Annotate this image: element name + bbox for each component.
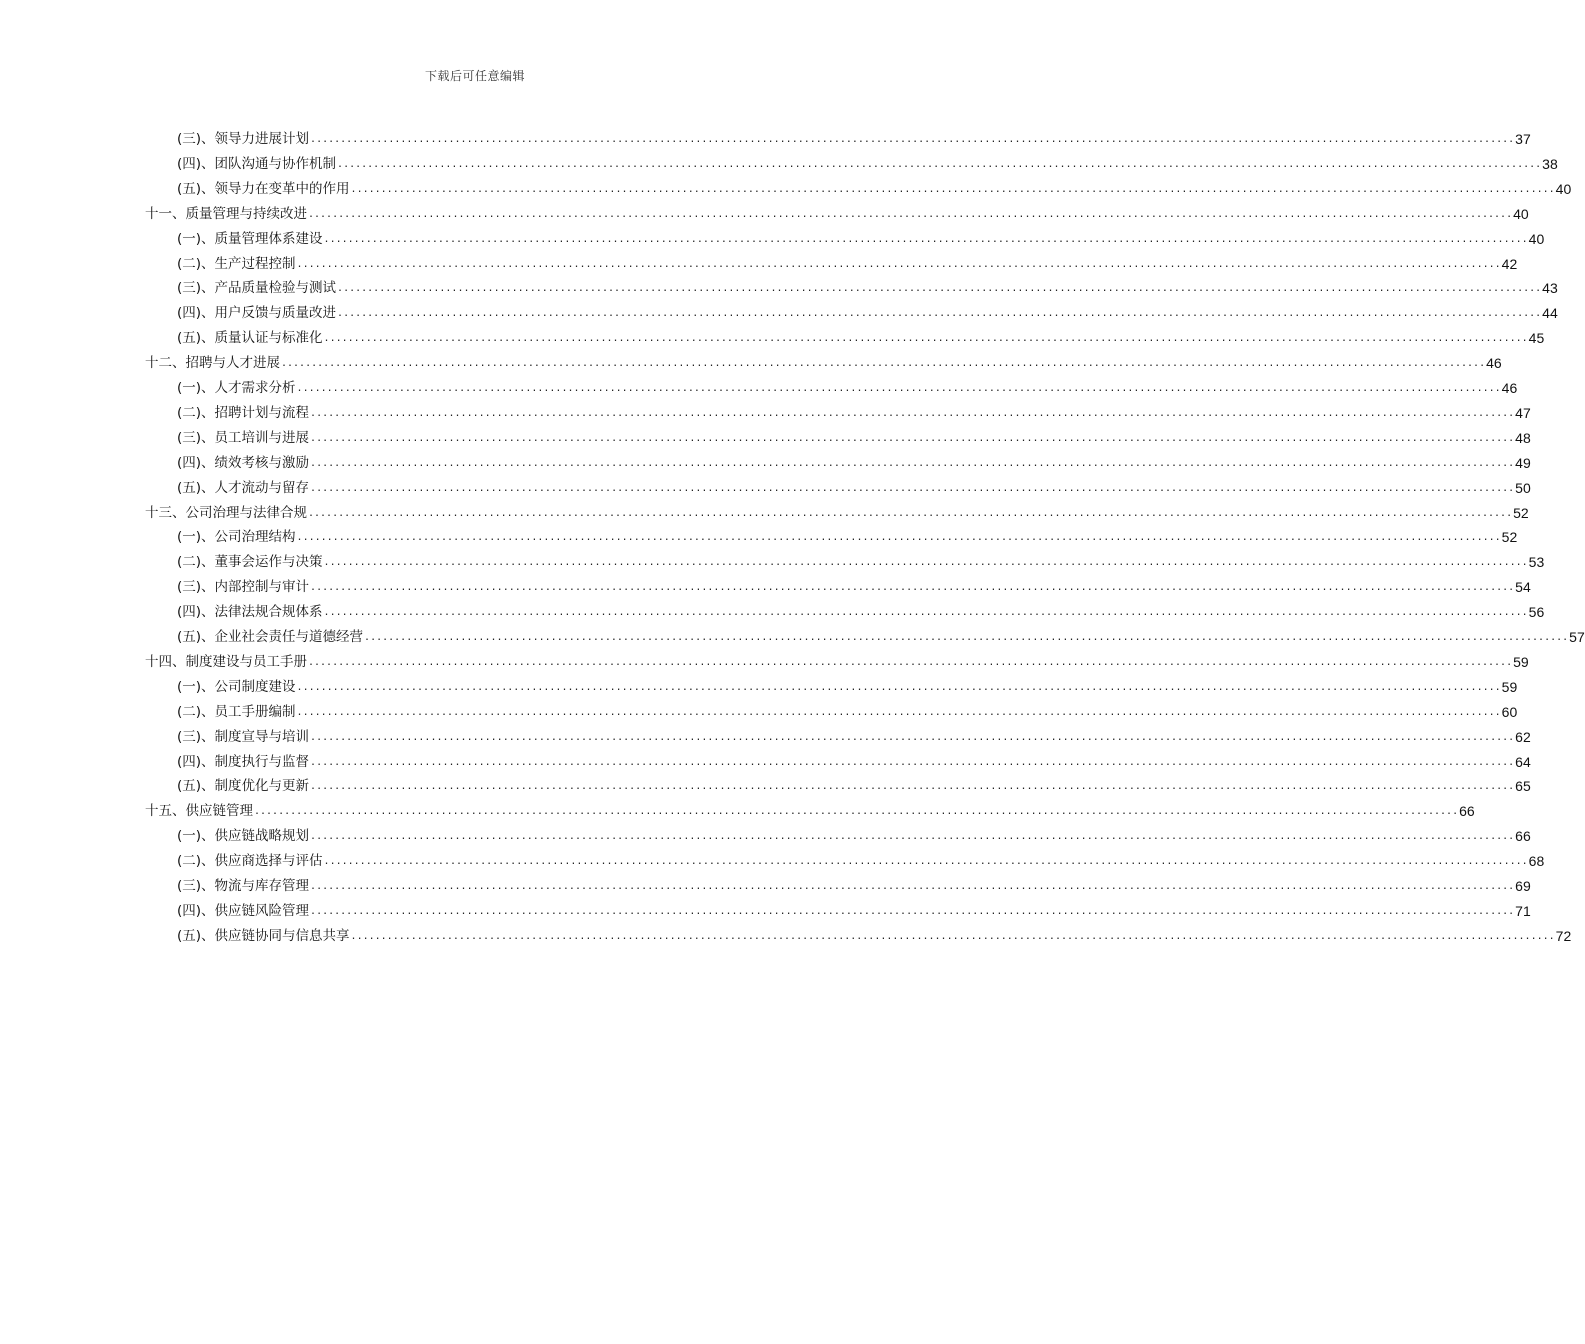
toc-entry-title: 十三、公司治理与法律合规 <box>145 504 307 521</box>
toc-entry[interactable] <box>177 674 1518 696</box>
toc-entry-title: (四)、绩效考核与激励 <box>177 454 310 471</box>
toc-entry-title: (三)、员工培训与进展 <box>177 429 310 446</box>
dot-leader: ........................................................................................................................................................................................................ <box>323 233 1528 245</box>
toc-entry-page-number: 57 <box>1569 629 1585 645</box>
toc-entry[interactable] <box>145 350 1502 372</box>
toc-entry-page-number: 44 <box>1542 305 1558 322</box>
toc-entry-page-number: 54 <box>1515 579 1531 596</box>
dot-leader: ........................................................................................................................................................................................................ <box>254 806 1459 818</box>
toc-entry-page-number: 45 <box>1528 330 1545 347</box>
toc-entry-title: (二)、供应商选择与评估 <box>177 853 323 870</box>
toc-entry[interactable] <box>177 699 1518 721</box>
toc-entry[interactable] <box>177 873 1531 895</box>
dot-leader: ........................................................................................................................................................................................................ <box>323 557 1528 569</box>
dot-leader: ........................................................................................................................................................................................................ <box>296 532 1501 544</box>
toc-entry[interactable] <box>177 624 1585 646</box>
toc-entry[interactable] <box>177 923 1572 945</box>
toc-entry-page-number: 50 <box>1515 479 1531 496</box>
dot-leader: ........................................................................................................................................................................................................ <box>310 781 1515 793</box>
toc-entry-page-number: 47 <box>1515 404 1531 421</box>
toc-entry-title: 十五、供应链管理 <box>145 803 253 820</box>
dot-leader: ........................................................................................................................................................................................................ <box>323 856 1528 868</box>
toc-entry[interactable] <box>177 823 1531 845</box>
toc-entry-page-number: 56 <box>1528 604 1545 621</box>
dot-leader: ........................................................................................................................................................................................................ <box>296 681 1501 693</box>
toc-entry-title: (三)、制度宣导与培训 <box>177 728 310 745</box>
toc-entry-title: 十四、制度建设与员工手册 <box>145 653 307 670</box>
toc-entry-title: (四)、用户反馈与质量改进 <box>177 305 337 322</box>
dot-leader: ........................................................................................................................................................................................................ <box>310 582 1515 594</box>
toc-entry-page-number: 65 <box>1515 778 1531 795</box>
toc-entry[interactable] <box>177 724 1531 746</box>
toc-entry-title: (四)、团队沟通与协作机制 <box>177 155 337 172</box>
toc-entry[interactable] <box>177 574 1531 596</box>
toc-entry-title: (一)、供应链战略规划 <box>177 828 310 845</box>
toc-entry-page-number: 72 <box>1555 927 1572 944</box>
toc-entry-title: (三)、领导力进展计划 <box>177 131 310 147</box>
toc-entry-title: (一)、公司治理结构 <box>177 529 296 546</box>
toc-entry[interactable] <box>177 524 1518 546</box>
dot-leader: ........................................................................................................................................................................................................ <box>310 881 1515 892</box>
toc-entry-title: (三)、产品质量检验与测试 <box>177 280 337 297</box>
dot-leader: ........................................................................................................................................................................................................ <box>350 183 1555 195</box>
dot-leader: ........................................................................................................................................................................................................ <box>350 930 1555 942</box>
toc-entry-page-number: 71 <box>1515 902 1531 919</box>
toc-entry-page-number: 68 <box>1528 853 1545 870</box>
toc-entry-title: (四)、供应链风险管理 <box>177 902 310 919</box>
toc-entry-title: (一)、公司制度建设 <box>177 678 296 695</box>
dot-leader: ........................................................................................................................................................................................................ <box>310 482 1515 494</box>
toc-entry-title: (二)、招聘计划与流程 <box>177 404 310 421</box>
toc-entry-title: (四)、制度执行与监督 <box>177 753 310 770</box>
page-header: 下载后可任意编辑 <box>424 69 525 83</box>
toc-entry-title: (二)、员工手册编制 <box>177 703 296 720</box>
toc-entry-title: (五)、制度优化与更新 <box>177 778 310 795</box>
toc-entry-title: (五)、企业社会责任与道德经营 <box>177 629 364 645</box>
toc-entry[interactable] <box>177 898 1531 920</box>
toc-entry-title: (一)、人才需求分析 <box>177 380 296 396</box>
toc-entry-page-number: 46 <box>1486 355 1502 372</box>
toc-entry-title: (五)、领导力在变革中的作用 <box>177 180 350 197</box>
toc-entry-page-number: 62 <box>1515 728 1531 745</box>
dot-leader: ........................................................................................................................................................................................................ <box>296 258 1501 270</box>
toc-entry-title: (三)、内部控制与审计 <box>177 579 310 596</box>
toc-entry[interactable] <box>177 549 1545 571</box>
toc-entry[interactable] <box>177 325 1545 347</box>
toc-entry-page-number: 43 <box>1542 280 1558 297</box>
dot-leader: ........................................................................................................................................................................................................ <box>337 158 1542 170</box>
dot-leader: ........................................................................................................................................................................................................ <box>296 706 1501 718</box>
toc-entry-page-number: 52 <box>1513 504 1529 521</box>
toc-entry-title: (二)、生产过程控制 <box>177 255 296 272</box>
toc-entry[interactable] <box>177 599 1545 621</box>
toc-entry-title: (五)、质量认证与标准化 <box>177 330 323 347</box>
dot-leader: ........................................................................................................................................................................................................ <box>310 134 1515 145</box>
toc-entry-title: (五)、人才流动与留存 <box>177 479 310 496</box>
toc-entry-title: 十二、招聘与人才进展 <box>145 355 280 372</box>
toc-entry-title: 十一、质量管理与持续改进 <box>145 205 307 222</box>
toc-entry-title: (二)、董事会运作与决策 <box>177 554 323 571</box>
dot-leader: ........................................................................................................................................................................................................ <box>323 333 1528 345</box>
toc-entry-page-number: 53 <box>1528 554 1545 571</box>
toc-entry[interactable] <box>177 375 1518 397</box>
toc-entry-page-number: 40 <box>1555 180 1572 197</box>
dot-leader: ........................................................................................................................................................................................................ <box>337 283 1542 295</box>
toc-entry-page-number: 40 <box>1513 205 1529 222</box>
toc-entry[interactable] <box>177 475 1531 497</box>
toc-entry-title: (四)、法律法规合规体系 <box>177 604 323 621</box>
toc-entry-page-number: 64 <box>1515 753 1531 770</box>
toc-entry[interactable] <box>145 649 1529 671</box>
dot-leader: ........................................................................................................................................................................................................ <box>310 905 1515 917</box>
toc-entry[interactable] <box>177 450 1531 472</box>
toc-entry-page-number: 48 <box>1515 429 1531 446</box>
toc-entry-title: (五)、供应链协同与信息共享 <box>177 927 350 944</box>
toc-entry-page-number: 60 <box>1501 703 1518 720</box>
dot-leader: ........................................................................................................................................................................................................ <box>310 407 1515 419</box>
toc-entry-title: (三)、物流与库存管理 <box>177 878 310 894</box>
toc-entry-page-number: 40 <box>1528 230 1545 247</box>
toc-entry-page-number: 49 <box>1515 454 1531 471</box>
dot-leader: ........................................................................................................................................................................................................ <box>310 432 1515 444</box>
dot-leader: ........................................................................................................................................................................................................ <box>310 731 1515 743</box>
dot-leader: ........................................................................................................................................................................................................ <box>308 208 1513 220</box>
toc-entry[interactable] <box>177 151 1558 173</box>
dot-leader: ........................................................................................................................................................................................................ <box>323 607 1528 619</box>
toc-entry[interactable] <box>177 773 1531 795</box>
toc-entry-title: (一)、质量管理体系建设 <box>177 230 323 247</box>
toc-entry-page-number: 52 <box>1501 529 1518 546</box>
toc-entry[interactable] <box>177 400 1531 422</box>
toc-entry-page-number: 37 <box>1515 131 1531 147</box>
toc-entry-page-number: 42 <box>1501 255 1518 272</box>
toc-entry[interactable] <box>177 425 1531 447</box>
toc-entry[interactable] <box>145 500 1529 522</box>
toc-entry-page-number: 46 <box>1501 380 1518 396</box>
toc-entry-page-number: 59 <box>1513 653 1529 670</box>
dot-leader: ........................................................................................................................................................................................................ <box>296 383 1501 394</box>
toc-entry[interactable] <box>177 749 1531 771</box>
toc-entry[interactable] <box>177 275 1558 297</box>
toc-entry[interactable] <box>177 300 1558 322</box>
dot-leader: ........................................................................................................................................................................................................ <box>308 656 1513 668</box>
dot-leader: ........................................................................................................................................................................................................ <box>310 457 1515 469</box>
toc-entry[interactable] <box>177 176 1572 198</box>
toc-entry-page-number: 69 <box>1515 878 1531 894</box>
dot-leader: ........................................................................................................................................................................................................ <box>308 507 1513 519</box>
toc-entry[interactable] <box>145 798 1475 820</box>
toc-entry[interactable] <box>145 201 1529 223</box>
toc-entry[interactable] <box>177 126 1531 148</box>
dot-leader: ........................................................................................................................................................................................................ <box>310 756 1515 768</box>
toc-entry-page-number: 59 <box>1501 678 1518 695</box>
toc-entry-page-number: 38 <box>1542 155 1558 172</box>
dot-leader: ........................................................................................................................................................................................................ <box>337 308 1542 320</box>
toc-entry[interactable] <box>177 226 1545 248</box>
toc-entry[interactable] <box>177 251 1518 273</box>
toc-entry[interactable] <box>177 848 1545 870</box>
dot-leader: ........................................................................................................................................................................................................ <box>364 632 1569 643</box>
dot-leader: ........................................................................................................................................................................................................ <box>310 831 1515 843</box>
toc-entry-page-number: 66 <box>1459 803 1475 820</box>
toc-entry-page-number: 66 <box>1515 828 1531 845</box>
dot-leader: ........................................................................................................................................................................................................ <box>281 358 1486 370</box>
